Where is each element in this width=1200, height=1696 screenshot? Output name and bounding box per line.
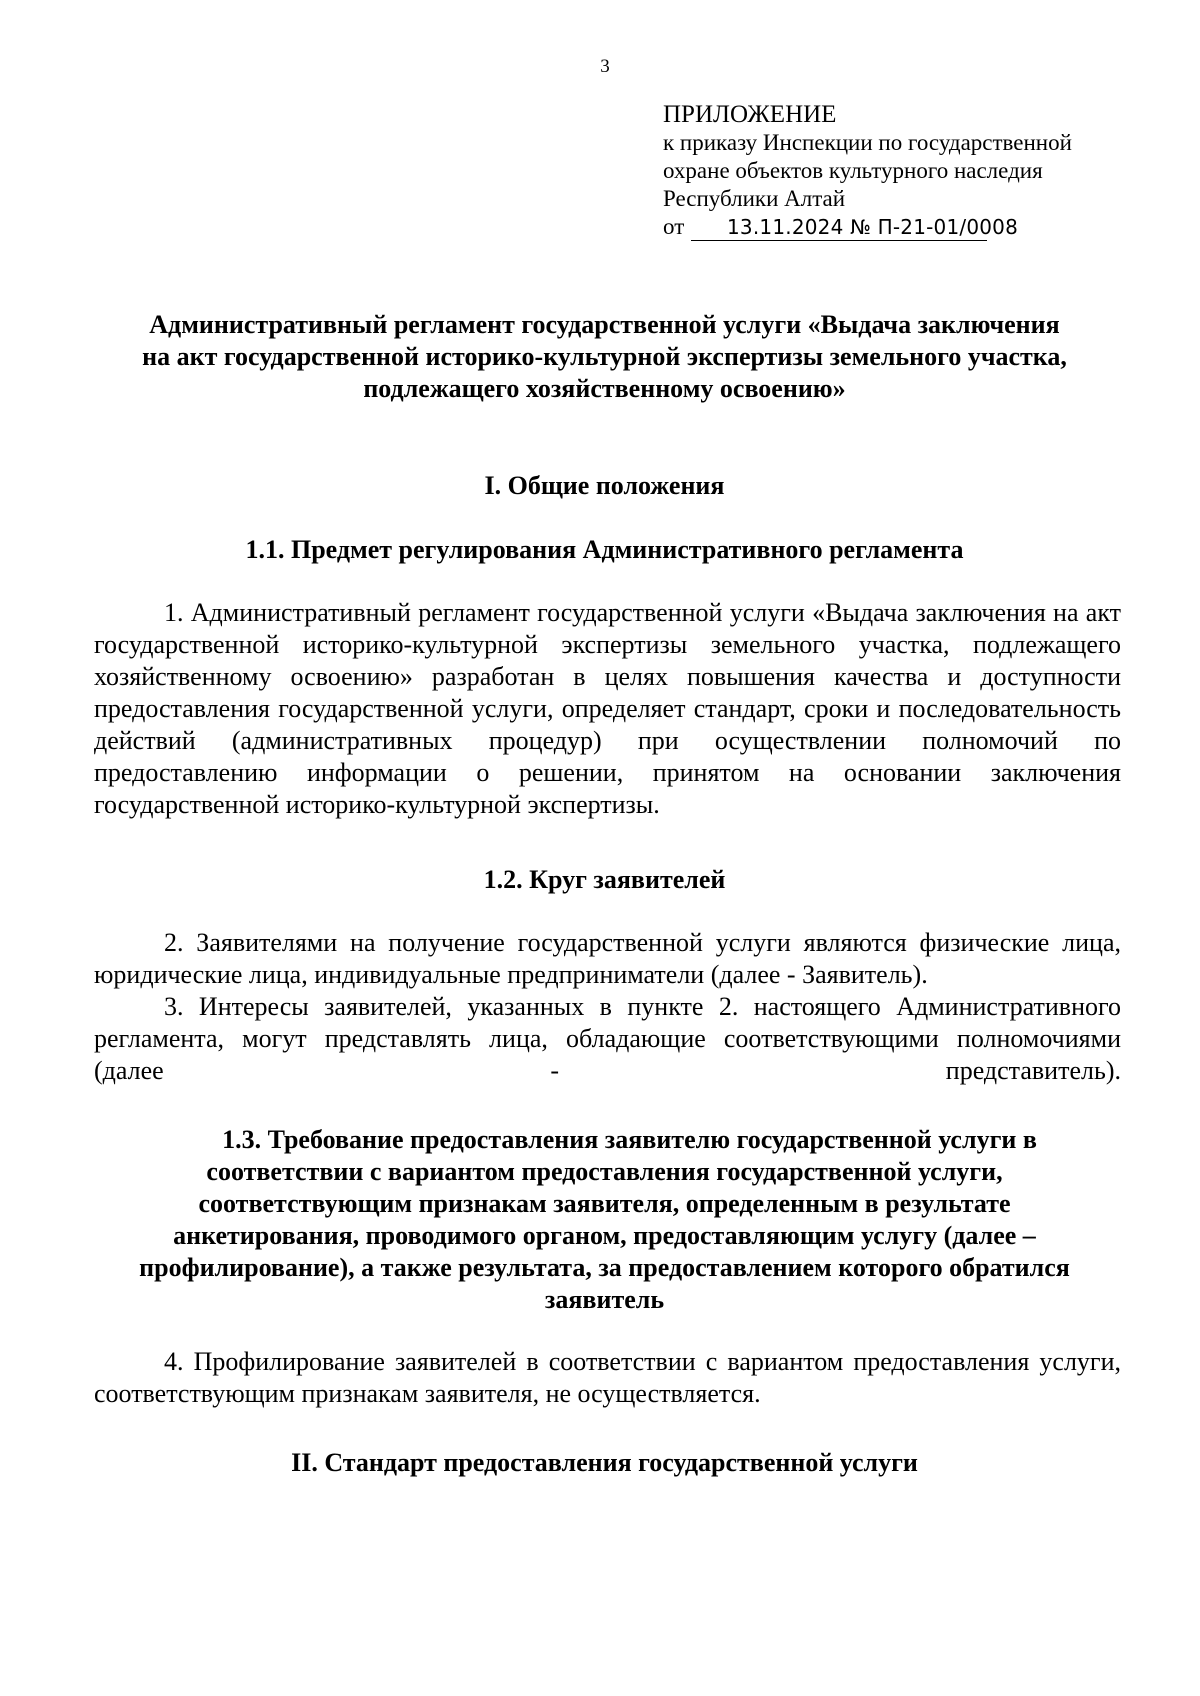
appendix-line: Республики Алтай [663, 186, 846, 211]
paragraph-2: 2. Заявителями на получение государственной услуги являются физические лица, юридические лица, индивидуальные предприниматели (далее - Заявитель). [94, 928, 1121, 989]
heading-line: профилирование), а также результата, за предоставлением которого обратился [139, 1253, 1070, 1282]
document-title [88, 309, 1121, 405]
section-2-heading: II. Стандарт предоставления государственной услуги [291, 1448, 918, 1477]
heading-line: анкетирования, проводимого органом, предоставляющим услугу (далее – [173, 1221, 1036, 1250]
heading-line: соответствующим признакам заявителя, определенным в результате [198, 1189, 1011, 1218]
title-line: подлежащего хозяйственному освоению» [363, 374, 846, 403]
heading-line: соответствии с вариантом предоставления государственной услуги, [206, 1157, 1003, 1186]
title-line: Административный регламент государственной услуги «Выдача заключения [149, 310, 1060, 339]
subsection-1-3-heading [88, 1124, 1121, 1316]
ot-label: от [663, 214, 685, 239]
order-date-line [663, 213, 1143, 241]
appendix-heading: ПРИЛОЖЕНИЕ [663, 101, 837, 128]
heading-line: заявитель [544, 1285, 665, 1314]
appendix-block [663, 100, 1143, 241]
appendix-line: охране объектов культурного наследия [663, 158, 1043, 183]
paragraph-3: 3. Интересы заявителей, указанных в пункте 2. настоящего Административного регламента, могут представлять лица, обладающие соответствующими полномочиями (далее - представитель). [94, 992, 1121, 1085]
subsection-1-1-heading: 1.1. Предмет регулирования Административного регламента [245, 535, 964, 564]
paragraph-4: 4. Профилирование заявителей в соответствии с вариантом предоставления услуги, соответствующим признакам заявителя, не осуществляется. [94, 1347, 1121, 1408]
page-number: 3 [600, 56, 610, 77]
section-1-heading: I. Общие положения [484, 471, 725, 500]
subsection-1-2-heading: 1.2. Круг заявителей [483, 865, 726, 894]
heading-line: 1.3. Требование предоставления заявителю государственной услуги в [222, 1125, 1037, 1154]
paragraph-1: 1. Административный регламент государственной услуги «Выдача заключения на акт государственной историко-культурной экспертизы земельного участка, подлежащего хозяйственному освоению» разработан в целях повышения качества и доступности предоставления государственной услуги, определяет стандарт, сроки и последовательность действий (административных процедур) при осуществлении полномочий по предоставлению информации о решении, принятом на основании заключения государственной историко-культурной экспертизы. [94, 598, 1121, 819]
title-line: на акт государственной историко-культурной экспертизы земельного участка, [142, 342, 1067, 371]
appendix-line: к приказу Инспекции по государственной [663, 130, 1072, 155]
order-date-number: 13.11.2024 № П-21-01/0008 [691, 214, 987, 241]
